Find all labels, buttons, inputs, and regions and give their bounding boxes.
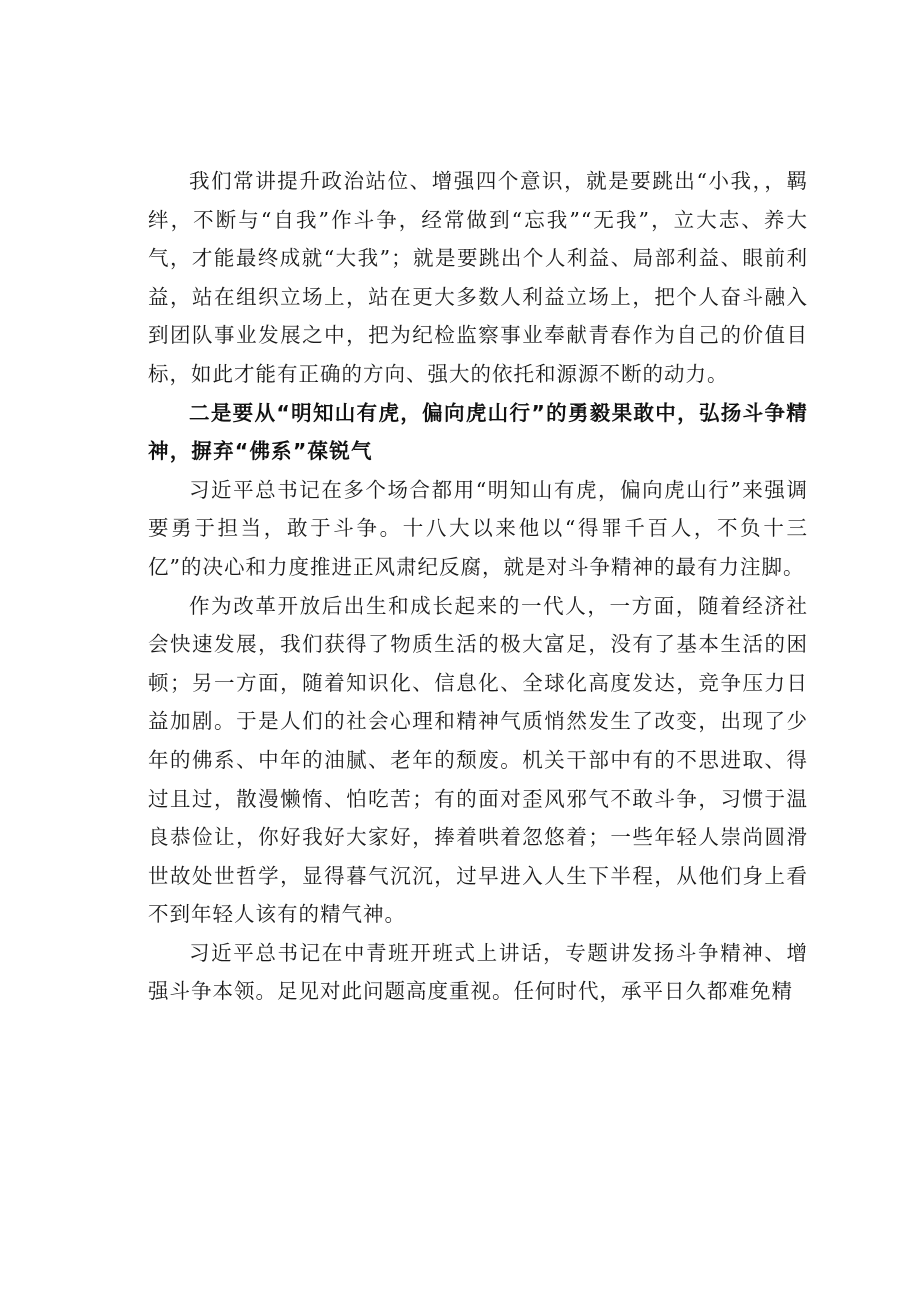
section-heading-fighting-spirit: 二是要从“明知山有虎，偏向虎山行”的勇毅果敢中，弘扬斗争精神，摒弃“佛系”葆锐气 xyxy=(148,400,808,464)
paragraph-personal-interest: 我们常讲提升政治站位、增强四个意识，就是要跳出“小我，，羁绊，不断与“自我”作斗争，经常做到“忘我”“无我”，立大志、养大气，才能最终成就“大我”；就是要跳出个人利益、局部利益、眼前利益，站在组织立场上，站在更大多数人利益立场上，把个人奋斗融入到团队事业发展之中，把为纪检监察事业奉献青春作为自己的价值目标，如此才能有正确的方向、强大的依托和源源不断的动力。 xyxy=(148,169,808,386)
paragraph-dare-to-struggle: 习近平总书记在多个场合都用“明知山有虎，偏向虎山行”来强调要勇于担当，敢于斗争。十八大以来他以“得罪千百人，不负十三亿”的决心和力度推进正风肃纪反腐，就是对斗争精神的最有力注脚。 xyxy=(148,477,808,579)
paragraph-generation-mindset: 作为改革开放后出生和成长起来的一代人，一方面，随着经济社会快速发展，我们获得了物质生活的极大富足，没有了基本生活的困顿；另一方面，随着知识化、信息化、全球化高度发达，竞争压力日益加剧。于是人们的社会心理和精神气质悄然发生了改变，出现了少年的佛系、中年的油腻、老年的颓废。机关干部中有的不思进取、得过且过，散漫懒惰、怕吃苦；有的面对歪风邪气不敢斗争，习惯于温良恭俭让，你好我好大家好，捧着哄着忽悠着；一些年轻人崇尚圆滑世故处世哲学，显得暮气沉沉，过早进入人生下半程，从他们身上看不到年轻人该有的精气神。 xyxy=(148,593,808,927)
document-body xyxy=(148,162,808,1011)
paragraph-training-class-speech: 习近平总书记在中青班开班式上讲话，专题讲发扬斗争精神、增强斗争本领。足见对此问题高度重视。任何时代，承平日久都难免精 xyxy=(148,940,808,1004)
